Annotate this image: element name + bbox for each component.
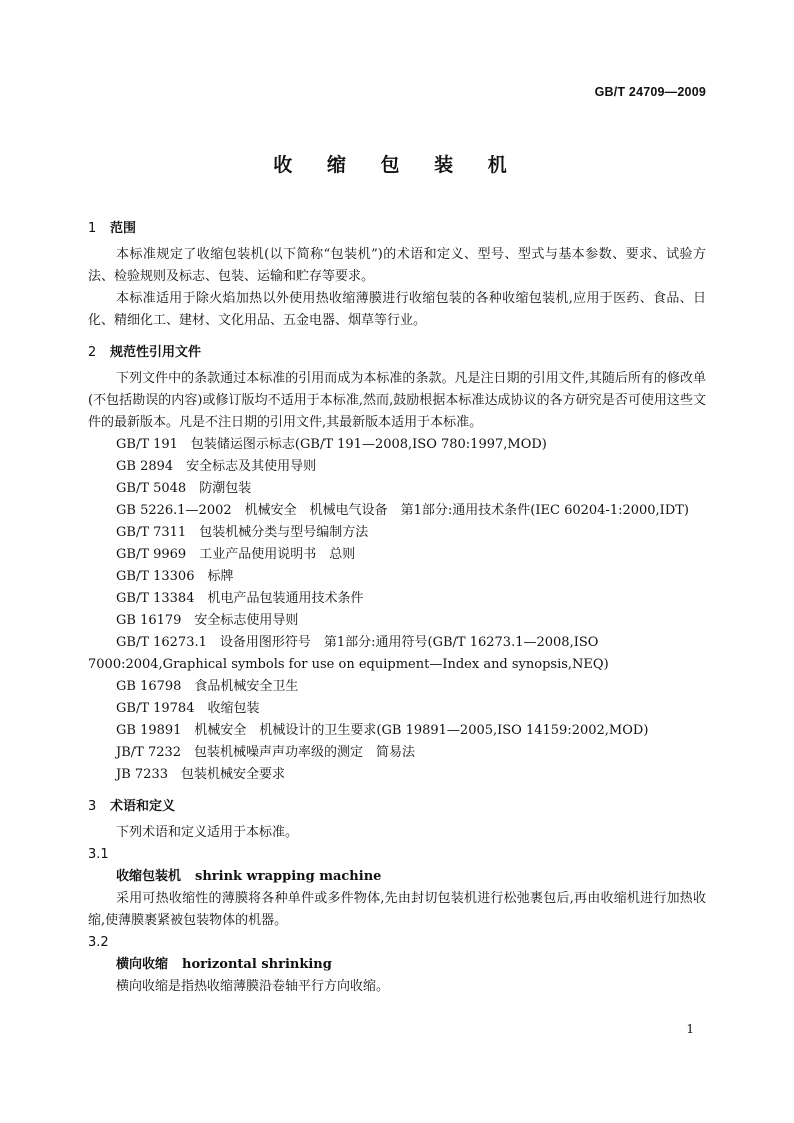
- term-english: shrink wrapping machine: [195, 869, 382, 884]
- paragraph: 本标准规定了收缩包装机(以下简称“包装机”)的术语和定义、型号、型式与基本参数、要求、试验方法、检验规则及标志、包装、运输和贮存等要求。: [88, 247, 706, 284]
- section-title: 规范性引用文件: [110, 345, 202, 360]
- page-number: 1: [686, 1022, 694, 1036]
- section-number: 3: [88, 799, 97, 814]
- reference-item: GB/T 16273.1 设备用图形符号 第1部分:通用符号(GB/T 16273.1—2008,ISO 7000:2004,Graphical symbols for use on equipment—Index and synopsis,NEQ): [88, 635, 609, 672]
- paragraph: 本标准适用于除火焰加热以外使用热收缩薄膜进行收缩包装的各种收缩包装机,应用于医药、食品、日化、精细化工、建材、文化用品、五金电器、烟草等行业。: [88, 291, 706, 328]
- term-chinese: 横向收缩: [116, 957, 169, 972]
- document-title: 收 缩 包 装 机: [273, 154, 521, 176]
- section-number: 1: [88, 221, 97, 236]
- term-number: 3.2: [88, 935, 109, 950]
- term-chinese: 收缩包装机: [116, 869, 182, 884]
- reference-item: GB/T 191 包装储运图示标志(GB/T 191—2008,ISO 780:1997,MOD): [116, 437, 547, 452]
- paragraph: 下列术语和定义适用于本标准。: [116, 825, 299, 840]
- reference-item: GB 16798 食品机械安全卫生: [116, 679, 299, 694]
- term-number: 3.1: [88, 847, 109, 862]
- reference-item: GB 5226.1—2002 机械安全 机械电气设备 第1部分:通用技术条件(IEC 60204-1:2000,IDT): [116, 503, 689, 518]
- section-heading-scope: [88, 218, 706, 240]
- reference-item: GB/T 9969 工业产品使用说明书 总则: [116, 547, 356, 562]
- section-title: 范围: [110, 221, 137, 236]
- paragraph: 下列文件中的条款通过本标准的引用而成为本标准的条款。凡是注日期的引用文件,其随后所有的修改单(不包括勘误的内容)或修订版均不适用于本标准,然而,鼓励根据本标准达成协议的各方研究是否可使用这些文件的最新版本。凡是不注日期的引用文件,其最新版本适用于本标准。: [88, 371, 706, 430]
- reference-item: GB/T 13306 标牌: [116, 569, 234, 584]
- reference-item: JB 7233 包装机械安全要求: [116, 767, 285, 782]
- document-body: [88, 214, 706, 998]
- reference-item: GB/T 13384 机电产品包装通用技术条件: [116, 591, 364, 606]
- reference-item: GB/T 19784 收缩包装: [116, 701, 260, 716]
- term-english: horizontal shrinking: [182, 957, 332, 972]
- standard-code: GB/T 24709—2009: [594, 85, 706, 99]
- reference-item: GB 19891 机械安全 机械设计的卫生要求(GB 19891—2005,ISO 14159:2002,MOD): [116, 723, 649, 738]
- section-title: 术语和定义: [110, 799, 176, 814]
- term-definition: 采用可热收缩性的薄膜将各种单件或多件物体,先由封切包装机进行松弛裹包后,再由收缩机进行加热收缩,使薄膜裹紧被包装物体的机器。: [88, 891, 706, 928]
- term-definition: 横向收缩是指热收缩薄膜沿卷轴平行方向收缩。: [116, 979, 390, 994]
- reference-item: GB/T 5048 防潮包装: [116, 481, 252, 496]
- section-heading-terms: [88, 796, 706, 818]
- term-heading: [88, 954, 706, 976]
- section-heading-normative-references: [88, 342, 706, 364]
- reference-item: GB 2894 安全标志及其使用导则: [116, 459, 317, 474]
- reference-item: GB 16179 安全标志使用导则: [116, 613, 299, 628]
- section-number: 2: [88, 345, 97, 360]
- reference-item: JB/T 7232 包装机械噪声声功率级的测定 简易法: [116, 745, 416, 760]
- reference-item: GB/T 7311 包装机械分类与型号编制方法: [116, 525, 369, 540]
- term-heading: [88, 866, 706, 888]
